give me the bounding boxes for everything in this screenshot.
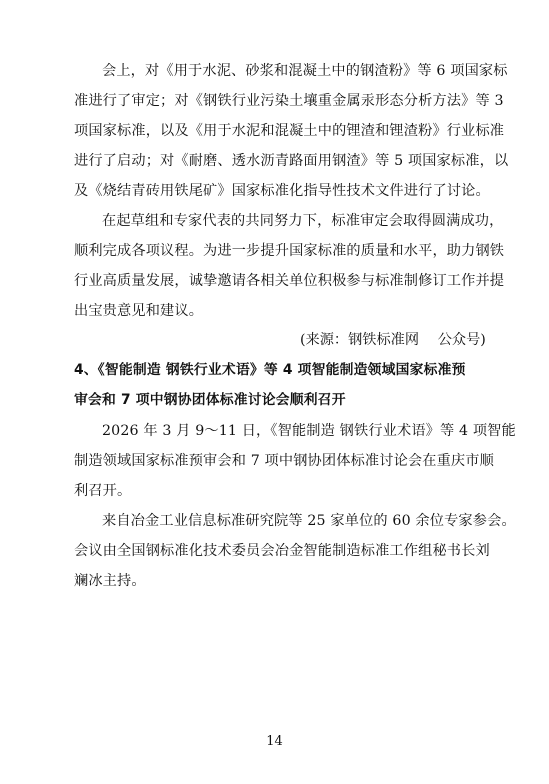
- paragraph-2-line-3: 行业高质量发展，诚挚邀请各相关单位积极参与标准制修订工作并提: [74, 273, 505, 289]
- paragraph-1-line-2: 准进行了审定；对《钢铁行业污染土壤重金属汞形态分析方法》等 3: [74, 93, 504, 109]
- paragraph-1-line-3: 项国家标准，以及《用于水泥和混凝土中的锂渣和锂渣粉》行业标准: [74, 123, 505, 139]
- source-note: (来源：钢铁标准网 公众号): [300, 332, 486, 348]
- paragraph-2-line-4: 出宝贵意见和建议。: [74, 303, 204, 319]
- section-heading-line-2: 审会和 7 项中钢协团体标准讨论会顺利召开: [74, 392, 346, 408]
- section-heading-line-1: 4、《智能制造 钢铁行业术语》等 4 项智能制造领域国家标准预: [74, 362, 466, 378]
- paragraph-4-line-2: 会议由全国钢标准化技术委员会冶金智能制造标准工作组秘书长刘: [74, 543, 490, 559]
- paragraph-4-line-1: 来自冶金工业信息标准研究院等 25 家单位的 60 余位专家参会。: [102, 513, 516, 529]
- paragraph-1-line-5: 及《烧结青砖用铁尾矿》国家标准化指导性技术文件进行了讨论。: [74, 183, 490, 199]
- paragraph-3-line-2: 制造领域国家标准预审会和 7 项中钢协团体标准讨论会在重庆市顺: [74, 453, 494, 469]
- paragraph-1-line-4: 进行了启动；对《耐磨、透水沥青路面用钢渣》等 5 项国家标准，以: [74, 153, 509, 169]
- paragraph-4-line-3: 斓冰主持。: [74, 573, 146, 589]
- paragraph-3-line-1: 2026 年 3 月 9～11 日，《智能制造 钢铁行业术语》等 4 项智能: [102, 423, 516, 439]
- paragraph-2-line-1: 在起草组和专家代表的共同努力下，标准审定会取得圆满成功，: [102, 213, 504, 229]
- paragraph-3-line-3: 利召开。: [74, 483, 132, 499]
- page-number: 14: [266, 734, 283, 749]
- paragraph-2-line-2: 顺利完成各项议程。为进一步提升国家标准的质量和水平，助力钢铁: [74, 243, 505, 259]
- paragraph-1-line-1: 会上，对《用于水泥、砂浆和混凝土中的钢渣粉》等 6 项国家标: [102, 63, 508, 79]
